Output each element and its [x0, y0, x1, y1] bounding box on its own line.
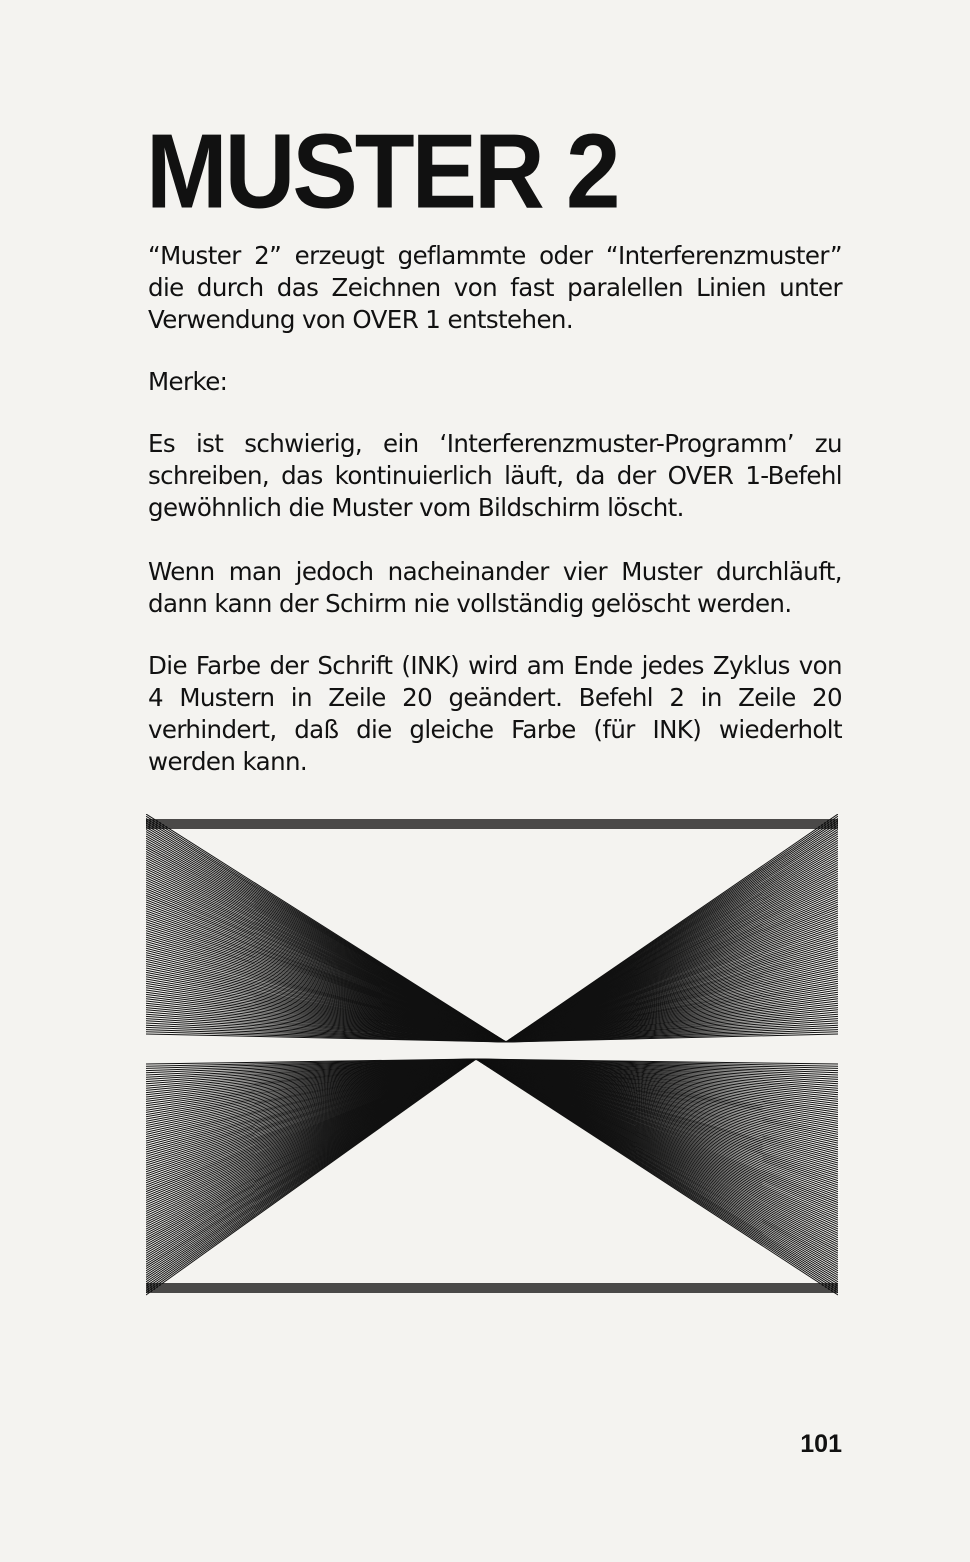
intro-paragraph: “Muster 2” erzeugt geflammte oder “Interferenzmuster” die durch das Zeichnen von fast paralellen Linien unter Verwendung von OVER 1 entstehen.	[148, 241, 842, 334]
upper-line-fan	[146, 814, 838, 1042]
page-title: MUSTER 2	[146, 111, 618, 231]
interference-pattern-figure	[146, 814, 838, 1296]
page-number: 101	[800, 1430, 842, 1458]
interference-pattern-graphic	[146, 814, 838, 1296]
cycle-paragraph: Wenn man jedoch nacheinander vier Muster durchläuft, dann kann der Schirm nie vollständig gelöscht werden.	[148, 557, 842, 618]
note-label: Merke:	[148, 367, 228, 396]
lower-line-fan	[146, 1059, 838, 1295]
note-paragraph: Es ist schwierig, ein ‘Interferenzmuster-Programm’ zu schreiben, das kontinuierlich läuft, da der OVER 1-Befehl gewöhnlich die Muster vom Bildschirm löscht.	[148, 429, 842, 522]
ink-paragraph: Die Farbe der Schrift (INK) wird am Ende jedes Zyklus von 4 Mustern in Zeile 20 geändert. Befehl 2 in Zeile 20 verhindert, daß die gleiche Farbe (für INK) wiederholt werden kann.	[148, 651, 842, 776]
